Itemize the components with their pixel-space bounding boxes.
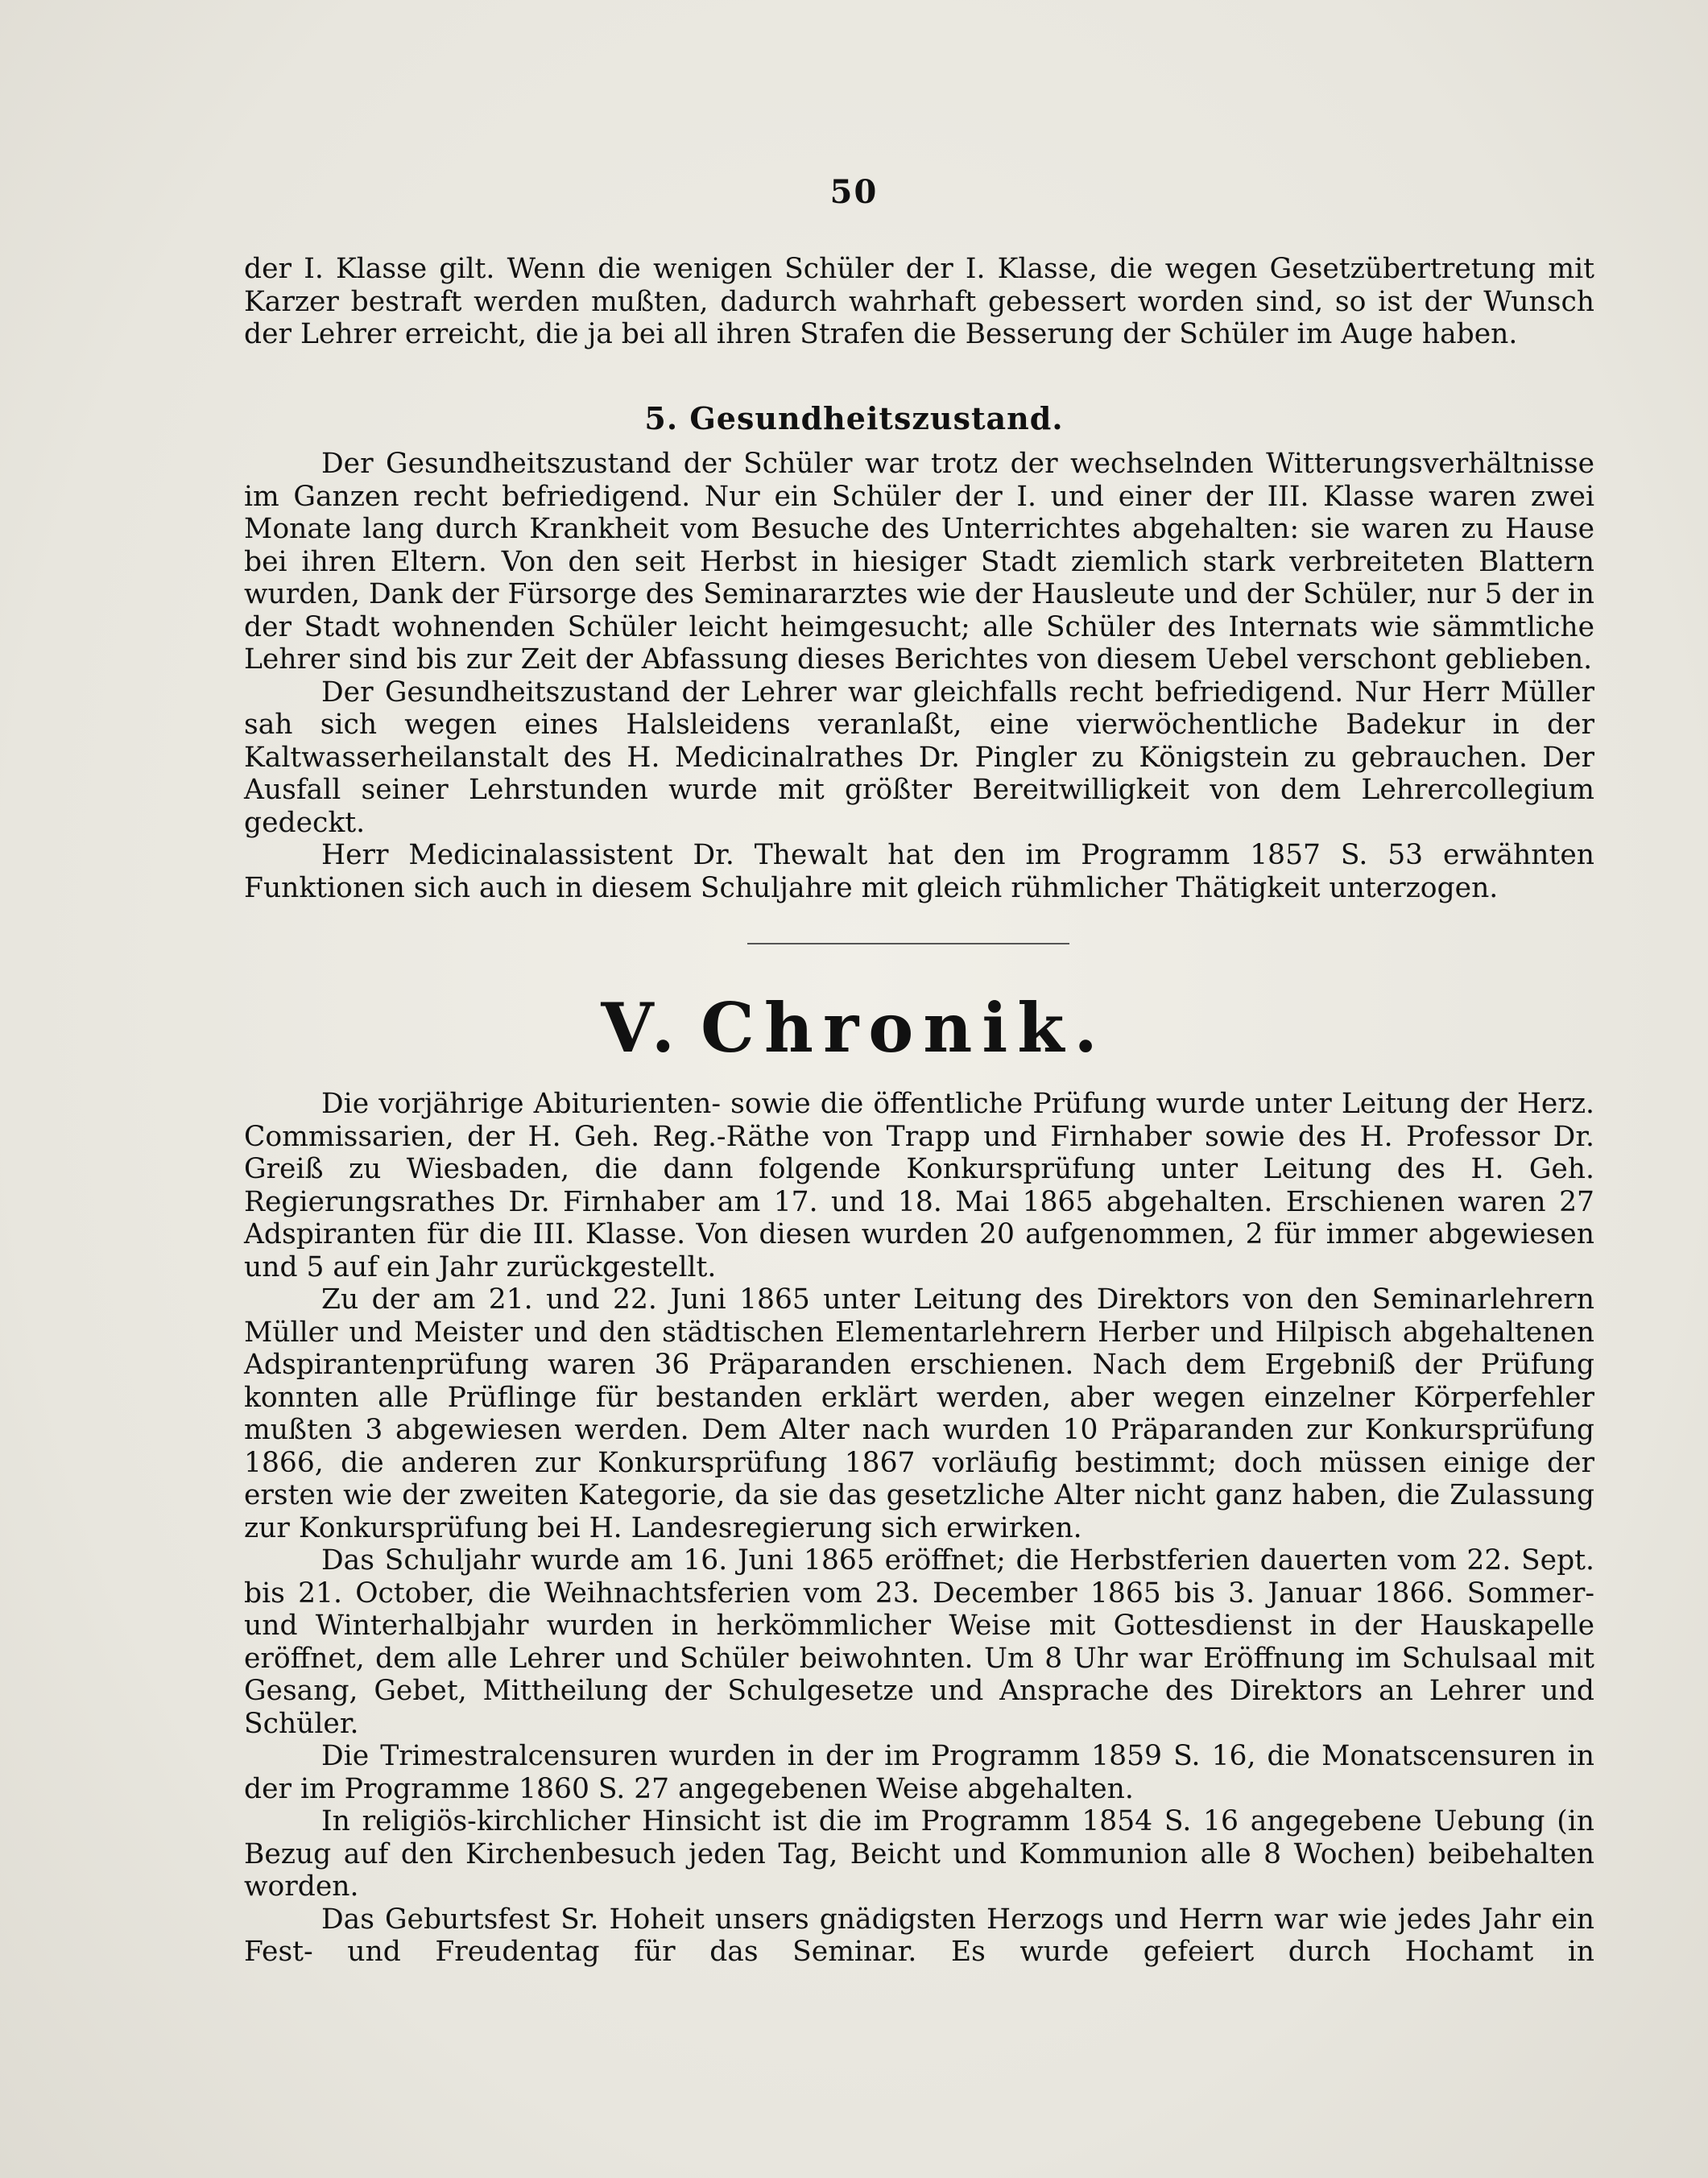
chronicle-paragraph-religious: In religiös-kirchlicher Hinsicht ist die im Programm 1854 S. 16 angegebene Uebung (in Bezug auf den Kirchenbesuch jeden Tag, Beicht und Kommunion alle 8 Wochen) beibehalten worden. — [244, 1805, 1594, 1903]
chapter-title — [0, 984, 1708, 1072]
health-paragraph-teachers: Der Gesundheitszustand der Lehrer war gleichfalls recht befriedigend. Nur Herr Müller sah sich wegen eines Halsleidens veranlaßt, eine vierwöchentliche Badekur in der Kaltwasserheilanstalt des H. Medicinalrathes Dr. Pingler zu Königstein zu gebrauchen. Der Ausfall seiner Lehrstunden wurde mit größter Bereitwilligkeit von dem Lehrercollegium gedeckt. — [244, 676, 1594, 839]
chapter-number: V. — [601, 988, 685, 1068]
chapter-name: Chronik. — [701, 988, 1107, 1068]
health-section-body — [244, 448, 1594, 904]
section-divider — [747, 943, 1069, 944]
section-heading-health: 5. Gesundheitszustand. — [644, 400, 1064, 436]
chronicle-body — [244, 1088, 1594, 1969]
health-paragraph-assistant: Herr Medicinalassistent Dr. Thewalt hat den im Programm 1857 S. 53 erwähnten Funktionen sich auch in diesem Schuljahre mit gleich rühmlicher Thätigkeit unterzogen. — [244, 839, 1594, 904]
chronicle-paragraph-censures: Die Trimestralcensuren wurden in der im Programm 1859 S. 16, die Monatscensuren in der im Programme 1860 S. 27 angegebenen Weise abgehalten. — [244, 1740, 1594, 1805]
top-paragraph-block — [244, 253, 1594, 351]
chronicle-paragraph-birthday: Das Geburtsfest Sr. Hoheit unsers gnädigsten Herzogs und Herrn war wie jedes Jahr ein Fest- und Freudentag für das Seminar. Es wurde gefeiert durch Hochamt in — [244, 1903, 1594, 1968]
chronicle-paragraph-schoolyear: Das Schuljahr wurde am 16. Juni 1865 eröffnet; die Herbstferien dauerten vom 22. Sept. bis 21. October, die Weihnachtsferien vom 23. December 1865 bis 3. Januar 1866. Sommer- und Winterhalbjahr wurden in herkömmlicher Weise mit Gottesdienst in der Hauskapelle eröffnet, dem alle Lehrer und Schüler beiwohnten. Um 8 Uhr war Eröffnung im Schulsaal mit Gesang, Gebet, Mittheilung der Schulgesetze und Ansprache des Direktors an Lehrer und Schüler. — [244, 1544, 1594, 1740]
top-paragraph: der I. Klasse gilt. Wenn die wenigen Schüler der I. Klasse, die wegen Gesetzübertretung mit Karzer bestraft werden mußten, dadurch wahrhaft gebessert worden sind, so ist der Wunsch der Lehrer erreicht, die ja bei all ihren Strafen die Besserung der Schüler im Auge haben. — [244, 253, 1594, 350]
chronicle-paragraph-exams: Die vorjährige Abiturienten- sowie die öffentliche Prüfung wurde unter Leitung der Herz. Commissarien, der H. Geh. Reg.-Räthe von Trapp und Firnhaber sowie des H. Professor Dr. Greiß zu Wiesbaden, die dann folgende Konkursprüfung unter Leitung des H. Geh. Regierungsrathes Dr. Firnhaber am 17. und 18. Mai 1865 abgehalten. Erschienen waren 27 Adspiranten für die III. Klasse. Von diesen wurden 20 aufgenommen, 2 für immer abgewiesen und 5 auf ein Jahr zurückgestellt. — [244, 1088, 1594, 1283]
health-paragraph-students: Der Gesundheitszustand der Schüler war trotz der wechselnden Witterungsverhältnisse im Ganzen recht befriedigend. Nur ein Schüler der I. und einer der III. Klasse waren zwei Monate lang durch Krankheit vom Besuche des Unterrichtes abgehalten: sie waren zu Hause bei ihren Eltern. Von den seit Herbst in hiesiger Stadt ziemlich stark verbreiteten Blattern wurden, Dank der Fürsorge des Seminararztes wie der Hausleute und der Schüler, nur 5 der in der Stadt wohnenden Schüler leicht heimgesucht; alle Schüler des Internats wie sämmtliche Lehrer sind bis zur Zeit der Abfassung dieses Berichtes von diesem Uebel verschont geblieben. — [244, 448, 1594, 676]
page-number: 50 — [829, 173, 879, 211]
chronicle-paragraph-aspirants: Zu der am 21. und 22. Juni 1865 unter Leitung des Direktors von den Seminarlehrern Müller und Meister und den städtischen Elementarlehrern Herber und Hilpisch abgehaltenen Adspirantenprüfung waren 36 Präparanden erschienen. Nach dem Ergebniß der Prüfung konnten alle Prüflinge für bestanden erklärt werden, aber wegen einzelner Körperfehler mußten 3 abgewiesen werden. Dem Alter nach wurden 10 Präparanden zur Konkursprüfung 1866, die anderen zur Konkursprüfung 1867 vorläufig bestimmt; doch müssen einige der ersten wie der zweiten Kategorie, da sie das gesetzliche Alter nicht ganz haben, die Zulassung zur Konkursprüfung bei H. Landesregierung sich erwirken. — [244, 1283, 1594, 1544]
